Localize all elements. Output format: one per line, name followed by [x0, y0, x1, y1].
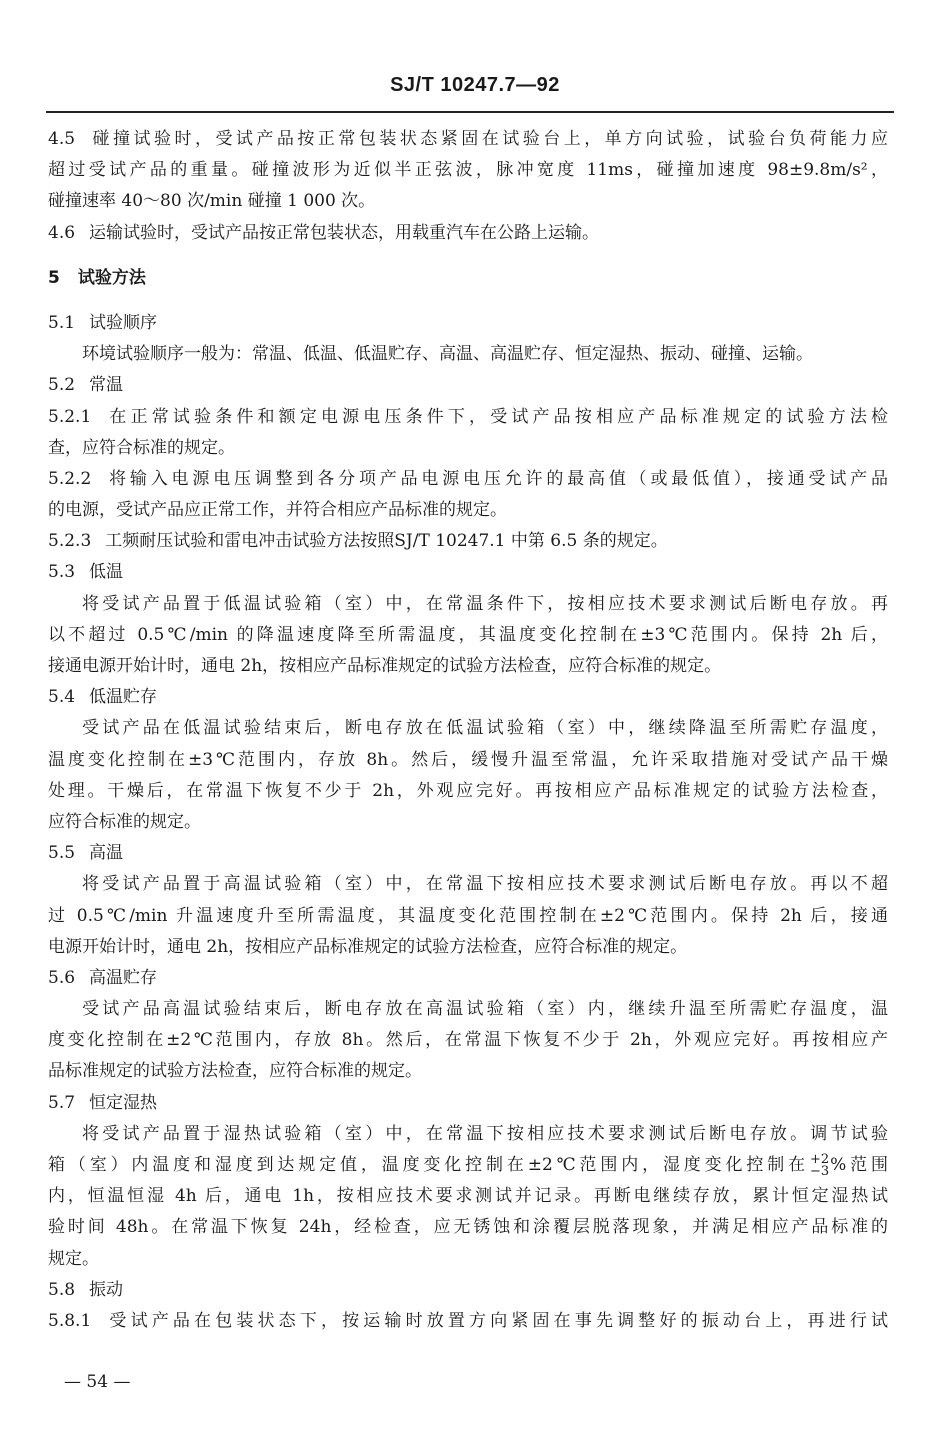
clause-5-7-line-4: 验时间 48h。在常温下恢复 24h，经检查，应无锈蚀和涂覆层脱落现象，并满足相应产品标准的: [48, 1217, 888, 1238]
clause-5-6-heading: [48, 963, 888, 994]
clause-5-5-line-3: 电源开始计时，通电 2h，按相应产品标准规定的试验方法检查，应符合标准的规定。: [48, 936, 688, 957]
clause-text: 碰撞试验时，受试产品按正常包装状态紧固在试验台上，单方向试验，试验台负荷能力应: [89, 129, 888, 149]
clause-5-4-line-4: 应符合标准的规定。: [48, 811, 201, 832]
standard-header: SJ/T 10247.7—92: [390, 74, 560, 96]
clause-5-7-line-3: 内，恒温恒湿 4h 后，通电 1h，按相应技术要求测试并记录。再断电继续存放，累计恒定湿热试: [48, 1186, 888, 1207]
clause-5-2-2-line-1: [48, 464, 888, 495]
clause-5-1-line-1: 环境试验顺序一般为：常温、低温、低温贮存、高温、高温贮存、恒定湿热、振动、碰撞、运输。: [82, 344, 813, 365]
clause-text: 将输入电源电压调整到各分项产品电源电压允许的最高值（或最低值），接通受试产品: [105, 468, 888, 489]
clause-5-2-3-line-1: [48, 526, 888, 557]
clause-title: 试验顺序: [89, 312, 158, 333]
clause-5-2-1-line-2: 查，应符合标准的规定。: [48, 437, 235, 458]
clause-5-5-line-1: 将受试产品置于高温试验箱（室）中，在常温下按相应技术要求测试后断电存放。再以不超: [82, 874, 888, 895]
clause-title: 高温: [89, 843, 124, 864]
header-rule: [46, 111, 894, 113]
clause-number: 5.4: [48, 687, 76, 708]
clause-number: 5.1: [48, 312, 76, 333]
clause-5-3-line-3: 接通电源开始计时，通电 2h，按相应产品标准规定的试验方法检查，应符合标准的规定。: [48, 656, 722, 676]
clause-5-4-heading: [48, 682, 888, 713]
section-title: 试验方法: [77, 267, 146, 288]
clause-4-5-line-2: 超过受试产品的重量。碰撞波形为近似半正弦波，脉冲宽度 11ms，碰撞加速度 98±9.8m/s²，: [48, 160, 888, 181]
clause-number: 5.2.2: [48, 468, 92, 489]
clause-5-2-2-line-2: 的电源，受试产品应正常工作，并符合相应产品标准的规定。: [48, 500, 507, 521]
clause-number: 5.2.3: [48, 531, 92, 552]
clause-5-7-line-2: [48, 1150, 888, 1181]
clause-5-4-line-2: 温度变化控制在±3℃范围内，存放 8h。然后，缓慢升温至常温，允许采取措施对受试产品干燥: [48, 749, 888, 770]
clause-5-8-heading: [48, 1275, 888, 1306]
tolerance-upper: +2: [809, 1151, 830, 1167]
clause-5-5-line-2: 过 0.5℃/min 升温速度升至所需温度，其温度变化范围控制在±2℃范围内。保持 2h 后，接通: [48, 905, 888, 926]
clause-text: 工频耐压试验和雷电冲击试验方法按照SJ/T 10247.1 中第 6.5 条的规定。: [105, 531, 668, 552]
page-number: — 54 —: [64, 1372, 131, 1392]
clause-5-7-heading: [48, 1088, 888, 1119]
clause-text: %范围: [830, 1155, 888, 1175]
clause-number: 4.6: [48, 222, 76, 243]
clause-number: 5.8.1: [48, 1310, 92, 1331]
clause-number: 5.5: [48, 843, 76, 864]
humidity-tolerance: [809, 1151, 830, 1179]
clause-title: 高温贮存: [89, 967, 158, 988]
clause-number: 5.8: [48, 1279, 76, 1300]
clause-4-5-line-1: [48, 124, 888, 155]
clause-4-5-line-3: 碰撞速率 40～80 次/min 碰撞 1 000 次。: [48, 191, 376, 212]
clause-text: 箱（室）内温度和湿度到达规定值，温度变化控制在±2℃范围内，湿度变化控制在: [48, 1155, 809, 1175]
clause-text: 运输试验时，受试产品按正常包装状态，用载重汽车在公路上运输。: [89, 222, 600, 243]
clause-4-6-line-1: [48, 218, 888, 249]
clause-title: 常温: [89, 375, 124, 396]
tolerance-lower: −3: [809, 1163, 830, 1179]
clause-5-2-heading: [48, 370, 888, 401]
clause-number: 4.5: [48, 129, 76, 149]
clause-number: 5.7: [48, 1092, 76, 1113]
clause-title: 低温贮存: [89, 687, 158, 708]
clause-5-4-line-3: 处理。干燥后，在常温下恢复不少于 2h，外观应完好。再按相应产品标准规定的试验方法检查，: [48, 780, 888, 801]
clause-text: 在正常试验条件和额定电源电压条件下，受试产品按相应产品标准规定的试验方法检: [105, 406, 888, 427]
clause-5-6-line-2: 度变化控制在±2℃范围内，存放 8h。然后，在常温下恢复不少于 2h，外观应完好。再按相应产: [48, 1030, 888, 1051]
clause-title: 振动: [89, 1279, 124, 1300]
section-number: 5: [48, 267, 60, 288]
clause-5-3-line-1: 将受试产品置于低温试验箱（室）中，在常温条件下，按相应技术要求测试后断电存放。再: [82, 593, 888, 614]
clause-title: 低温: [89, 562, 124, 583]
clause-5-3-line-2: 以不超过 0.5℃/min 的降温速度降至所需温度，其温度变化控制在±3℃范围内。保持 2h 后，: [48, 624, 888, 645]
clause-5-4-line-1: 受试产品在低温试验结束后，断电存放在低温试验箱（室）中，继续降温至所需贮存温度，: [82, 718, 888, 739]
clause-number: 5.3: [48, 562, 76, 583]
clause-5-3-heading: [48, 557, 888, 588]
clause-5-5-heading: [48, 838, 888, 869]
clause-title: 恒定湿热: [89, 1092, 158, 1113]
clause-5-2-1-line-1: [48, 402, 888, 433]
clause-5-1-heading: [48, 308, 888, 339]
clause-5-6-line-3: 品标准规定的试验方法检查，应符合标准的规定。: [48, 1061, 422, 1082]
section-5-heading: [48, 263, 888, 294]
clause-5-8-1-line-1: [48, 1306, 888, 1337]
clause-5-7-line-5: 规定。: [48, 1248, 99, 1269]
clause-text: 受试产品在包装状态下，按运输时放置方向紧固在事先调整好的振动台上，再进行试: [105, 1310, 888, 1331]
clause-5-7-line-1: 将受试产品置于湿热试验箱（室）中，在常温下按相应技术要求测试后断电存放。调节试验: [82, 1123, 888, 1144]
clause-number: 5.2: [48, 375, 76, 396]
clause-number: 5.2.1: [48, 406, 92, 427]
document-body: [48, 124, 888, 1337]
clause-number: 5.6: [48, 967, 76, 988]
clause-5-6-line-1: 受试产品高温试验结束后，断电存放在高温试验箱（室）内，继续升温至所需贮存温度，温: [82, 999, 888, 1020]
